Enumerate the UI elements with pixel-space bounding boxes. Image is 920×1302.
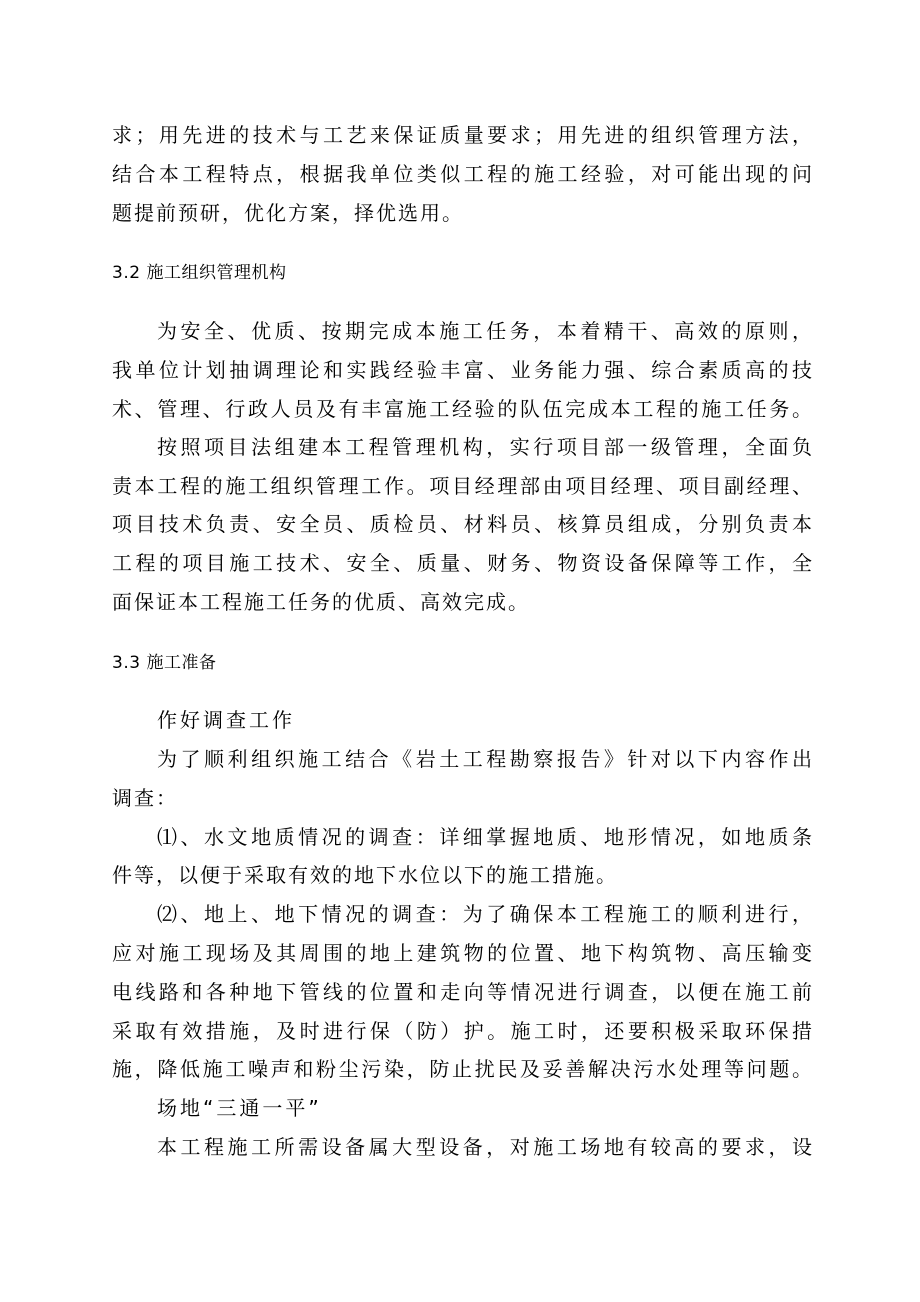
paragraph-line: 题提前预研，优化方案，择优选用。 — [112, 201, 464, 225]
paragraph-line: 责本工程的施工组织管理工作。项目经理部由项目经理、项目副经理、 — [112, 474, 812, 498]
paragraph-line: 为了顺利组织施工结合《岩土工程勘察报告》针对以下内容作出 — [157, 747, 812, 771]
paragraph-line: 调查： — [112, 786, 178, 810]
list-item-line: ⑵、地上、地下情况的调查：为了确保本工程施工的顺利进行， — [157, 902, 812, 926]
subheading: 场地“三通一平” — [157, 1096, 322, 1120]
list-item-line: 采取有效措施，及时进行保（防）护。施工时，还要积极采取环保措 — [112, 1019, 812, 1043]
subheading: 作好调查工作 — [157, 708, 295, 732]
list-item-line: 电线路和各种地下管线的位置和走向等情况进行调查，以便在施工前 — [112, 980, 812, 1004]
list-item-line: 件等，以便于采取有效的地下水位以下的施工措施。 — [112, 863, 618, 887]
list-item-line: 应对施工现场及其周围的地上建筑物的位置、地下构筑物、高压输变 — [112, 941, 812, 965]
list-item-line: 施，降低施工噪声和粉尘污染，防止扰民及妥善解决污水处理等问题。 — [112, 1057, 812, 1081]
paragraph-line: 本工程施工所需设备属大型设备，对施工场地有较高的要求，设 — [157, 1135, 812, 1159]
paragraph-line: 工程的项目施工技术、安全、质量、财务、物资设备保障等工作，全 — [112, 551, 812, 575]
paragraph-line: 面保证本工程施工任务的优质、高效完成。 — [112, 590, 530, 614]
section-heading-3-2: 3.2 施工组织管理机构 — [112, 263, 287, 283]
paragraph-line: 为安全、优质、按期完成本施工任务，本着精干、高效的原则， — [157, 319, 812, 343]
list-item-line: ⑴、水文地质情况的调查：详细掌握地质、地形情况，如地质条 — [157, 825, 812, 849]
paragraph-line: 结合本工程特点，根据我单位类似工程的施工经验，对可能出现的问 — [112, 162, 812, 186]
section-heading-3-3: 3.3 施工准备 — [112, 653, 217, 673]
paragraph-line: 我单位计划抽调理论和实践经验丰富、业务能力强、综合素质高的技 — [112, 358, 812, 382]
paragraph-line: 按照项目法组建本工程管理机构，实行项目部一级管理，全面负 — [157, 435, 812, 459]
paragraph-line: 术、管理、行政人员及有丰富施工经验的队伍完成本工程的施工任务。 — [112, 397, 812, 421]
paragraph-line: 项目技术负责、安全员、质检员、材料员、核算员组成，分别负责本 — [112, 512, 812, 536]
paragraph-line: 求；用先进的技术与工艺来保证质量要求；用先进的组织管理方法， — [112, 123, 812, 147]
